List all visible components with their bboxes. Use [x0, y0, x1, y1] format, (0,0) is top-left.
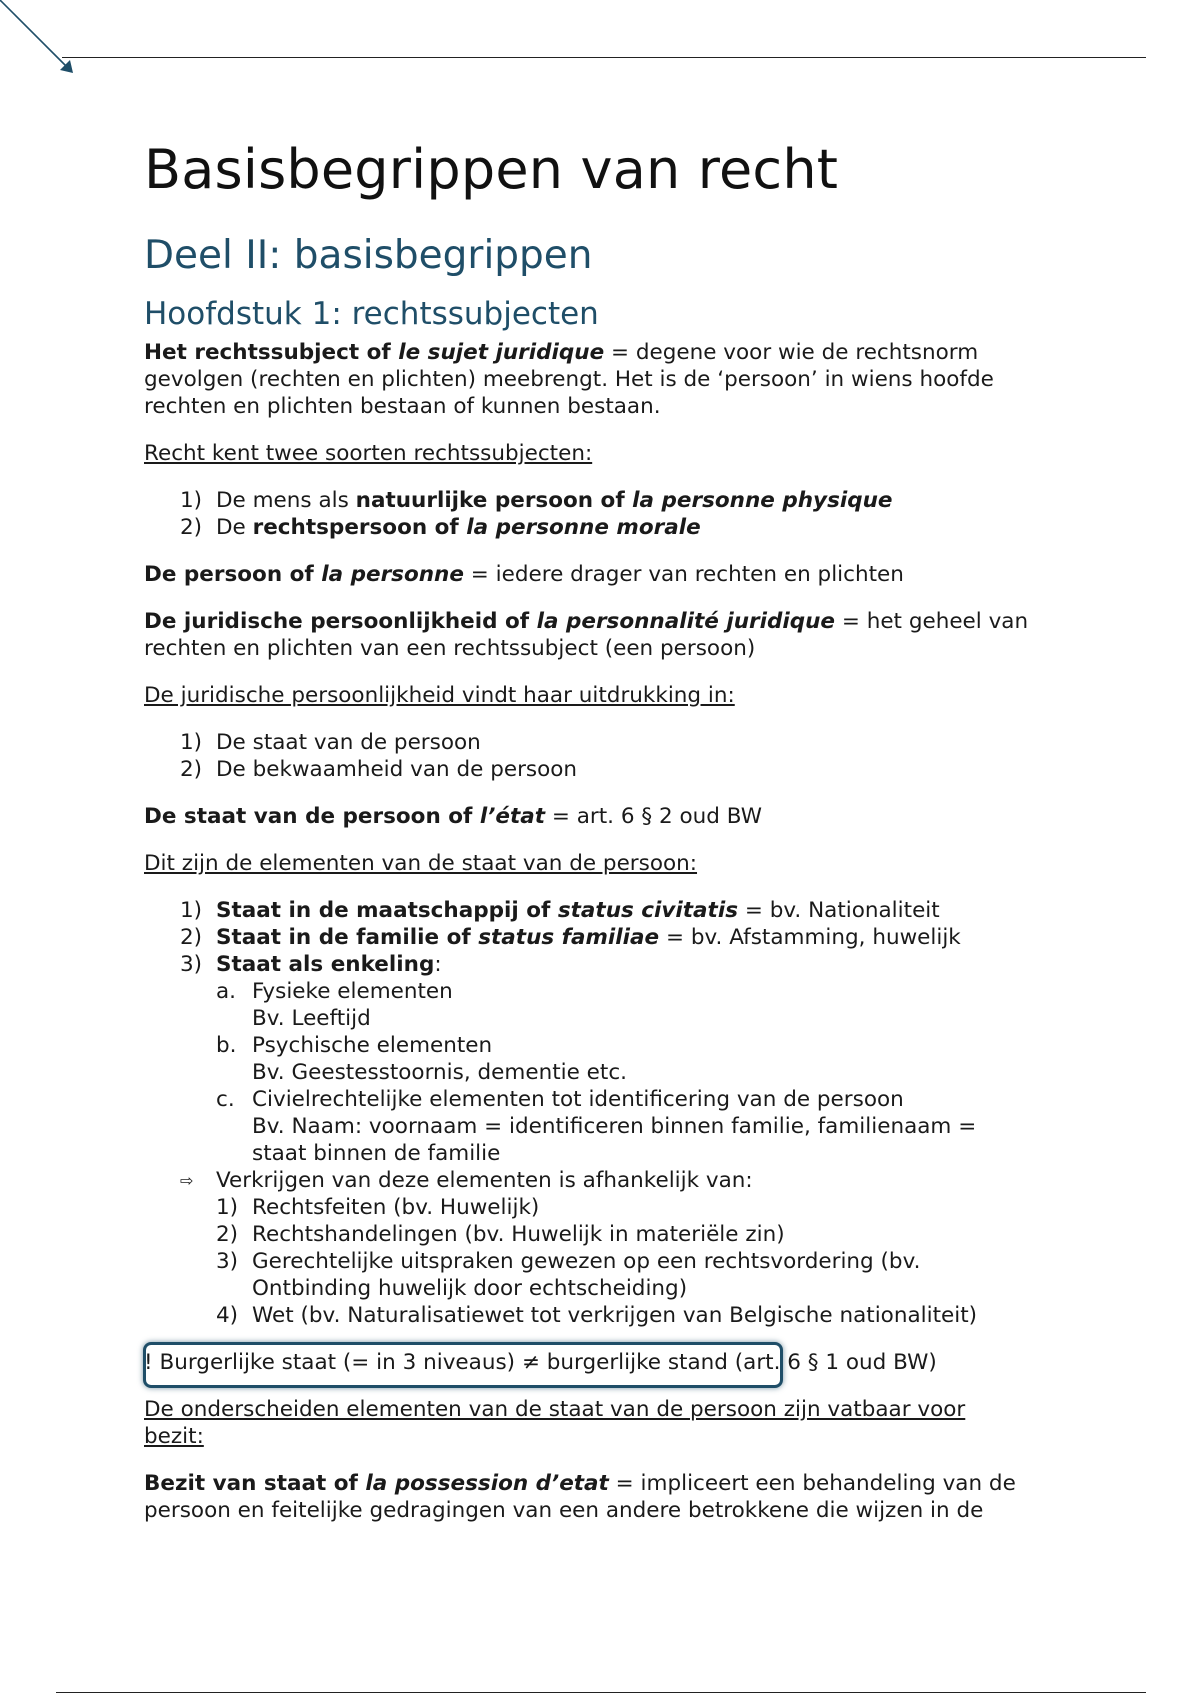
footer-rule: [56, 1692, 1146, 1693]
document-title: Basisbegrippen van recht: [144, 138, 839, 201]
definition-bezit: Bezit van staat of la possession d’etat = impliceert een behandeling van de persoon en feitelijke gedragingen van een andere betrokkene die wijzen in de: [144, 1470, 1016, 1523]
list-item: 2) Staat in de familie of status familiae = bv. Afstamming, huwelijk: [180, 924, 961, 950]
two-kinds-list: [144, 487, 1064, 541]
part-heading: Deel II: basisbegrippen: [144, 232, 593, 278]
acquire-line: ⇨ Verkrijgen van deze elementen is afhankelijk van:: [180, 1167, 753, 1193]
sub-list-item: c. Civielrechtelijke elementen tot identificering van de persoon Bv. Naam: voornaam = identificeren binnen familie, familienaam = staat binnen de familie: [216, 1086, 977, 1166]
note-line: ! Burgerlijke staat (= in 3 niveaus) ≠ burgerlijke stand (art. 6 § 1 oud BW): [144, 1349, 1064, 1376]
possession-heading: De onderscheiden elementen van de staat van de persoon zijn vatbaar voor bezit:: [144, 1396, 966, 1449]
elements-list: [144, 897, 1064, 978]
elements-heading: Dit zijn de elementen van de staat van de persoon:: [144, 850, 698, 876]
list-item: 1) Rechtsfeiten (bv. Huwelijk): [216, 1194, 540, 1220]
corner-arrow-icon: [0, 0, 80, 80]
expression-list: [144, 729, 1064, 783]
list-item: 1) Staat in de maatschappij of status civitatis = bv. Nationaliteit: [180, 897, 940, 923]
list-item: 2) Rechtshandelingen (bv. Huwelijk in materiële zin): [216, 1221, 785, 1247]
expression-heading: De juridische persoonlijkheid vindt haar uitdrukking in:: [144, 682, 735, 708]
two-kinds-heading: Recht kent twee soorten rechtssubjecten:: [144, 440, 593, 466]
sub-list-item: a. Fysieke elementen Bv. Leeftijd: [216, 978, 453, 1031]
list-item: 4) Wet (bv. Naturalisatiewet tot verkrijgen van Belgische nationaliteit): [216, 1302, 978, 1328]
list-item: 1) De staat van de persoon: [180, 729, 481, 755]
definition-persoon: De persoon of la personne = iedere drager van rechten en plichten: [144, 561, 904, 587]
definition-rechtssubject: Het rechtssubject of le sujet juridique = degene voor wie de rechtsnorm gevolgen (rechten en plichten) meebrengt. Het is de ‘persoon’ in wiens hoofde rechten en plichten bestaan of kunnen bestaan.: [144, 339, 994, 419]
chapter-heading: Hoofdstuk 1: rechtssubjecten: [144, 295, 599, 332]
header-rule: [62, 57, 1146, 58]
list-item: 2) De rechtspersoon of la personne morale: [180, 514, 701, 540]
arrow-right-icon: ⇨: [180, 1170, 194, 1190]
sub-elements-list: [144, 978, 1064, 1167]
list-item: 1) De mens als natuurlijke persoon of la personne physique: [180, 487, 893, 513]
definition-staat: De staat van de persoon of l’état = art. 6 § 2 oud BW: [144, 803, 762, 829]
document-page: [144, 138, 1064, 1524]
list-item: 3) Staat als enkeling:: [180, 951, 442, 977]
sub-list-item: b. Psychische elementen Bv. Geestesstoornis, dementie etc.: [216, 1032, 627, 1085]
list-item: 3) Gerechtelijke uitspraken gewezen op een rechtsvordering (bv. Ontbinding huwelijk door echtscheiding): [216, 1248, 921, 1301]
definition-persoonlijkheid: De juridische persoonlijkheid of la personnalité juridique = het geheel van rechten en plichten van een rechtssubject (een persoon): [144, 608, 1029, 661]
acquire-block: [144, 1167, 1064, 1329]
highlight-box[interactable]: [143, 1342, 783, 1388]
list-item: 2) De bekwaamheid van de persoon: [180, 756, 578, 782]
acquire-list: [180, 1194, 1064, 1329]
